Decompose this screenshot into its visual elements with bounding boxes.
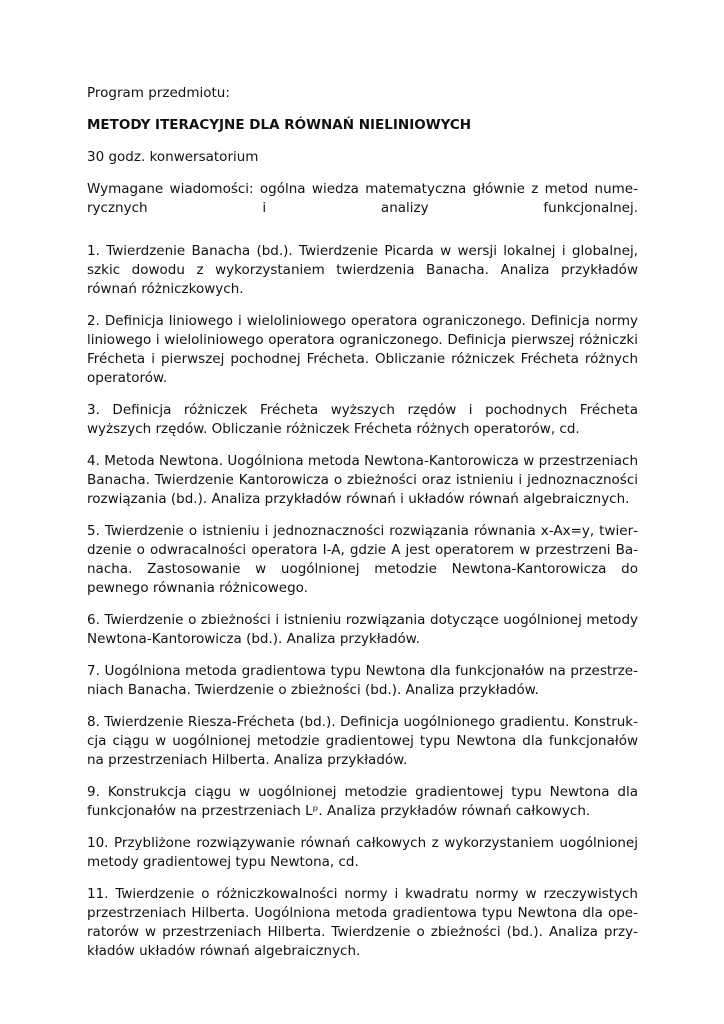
course-title: METODY ITERACYJNE DLA RÓWNAŃ NIELINIOWYCH: [87, 117, 472, 133]
topic-paragraph: 2. Definicja liniowego i wieloliniowego operatora ograniczonego. Definicja normy liniowego i wieloliniowego operatora ograniczonego. Definicja pierwszej różniczki Frécheta i pierwszej pochodnej Frécheta. Obliczanie różniczek Frécheta różnych operatorów.: [87, 313, 638, 386]
topic-paragraph: 8. Twierdzenie Riesza-Frécheta (bd.). Definicja uogólnionego gradientu. Konstrukcja ciągu w uogólnionej metodzie gradientowej typu Newtona dla funkcjonałów na przestrzeniach Hilberta. Analiza przykładów.: [87, 714, 638, 768]
program-label: Program przedmiotu:: [87, 85, 230, 101]
topic-paragraph: 6. Twierdzenie o zbieżności i istnieniu rozwiązania dotyczące uogólnionej metody Newtona-Kantorowicza (bd.). Analiza przykładów.: [87, 612, 638, 647]
topic-paragraph: 9. Konstrukcja ciągu w uogólnionej metodzie gradientowej typu Newtona dla funkcjonałów na przestrzeniach Lᵖ. Analiza przykładów równań całkowych.: [87, 784, 638, 819]
topic-paragraph: 5. Twierdzenie o istnieniu i jednoznaczności rozwiązania równania x-Ax=y, twierdzenie o odwracalności operatora I-A, gdzie A jest operatorem w przestrzeni Banacha. Zastosowanie w uogólnionej metodzie Newtona-Kantorowicza do pewnego równania różnicowego.: [87, 523, 638, 596]
topic-paragraph: 1. Twierdzenie Banacha (bd.). Twierdzenie Picarda w wersji lokalnej i globalnej, szkic dowodu z wykorzystaniem twierdzenia Banacha. Analiza przykładów równań różniczkowych.: [87, 243, 638, 297]
course-hours: 30 godz. konwersatorium: [87, 149, 259, 165]
topic-paragraph: 3. Definicja różniczek Frécheta wyższych rzędów i pochodnych Frécheta wyższych rzędów. Obliczanie różniczek Frécheta różnych operatorów, cd.: [87, 402, 638, 437]
topic-paragraph: 11. Twierdzenie o różniczkowalności normy i kwadratu normy w rzeczywistych przestrzeniach Hilberta. Uogólniona metoda gradientowa typu Newtona dla operatorów w przestrzeniach Hilberta. Twierdzenie o zbieżności (bd.). Analiza przykładów układów równań algebraicznych.: [87, 886, 638, 959]
syllabus-page: [87, 84, 638, 974]
topic-paragraph: 10. Przybliżone rozwiązywanie równań całkowych z wykorzystaniem uogólnionej metody gradientowej typu Newtona, cd.: [87, 835, 638, 870]
topic-paragraph: 7. Uogólniona metoda gradientowa typu Newtona dla funkcjonałów na przestrzeniach Banacha. Twierdzenie o zbieżności (bd.). Analiza przykładów.: [87, 663, 638, 698]
requirements-paragraph: Wymagane wiadomości: ogólna wiedza matematyczna głównie z metod numerycznych i analizy funkcjonalnej.: [87, 181, 638, 216]
topic-paragraph: 4. Metoda Newtona. Uogólniona metoda Newtona-Kantorowicza w przestrzeniach Banacha. Twierdzenie Kantorowicza o zbieżności oraz istnieniu i jednoznaczności rozwiązania (bd.). Analiza przykładów równań i układów równań algebraicznych.: [87, 453, 638, 507]
